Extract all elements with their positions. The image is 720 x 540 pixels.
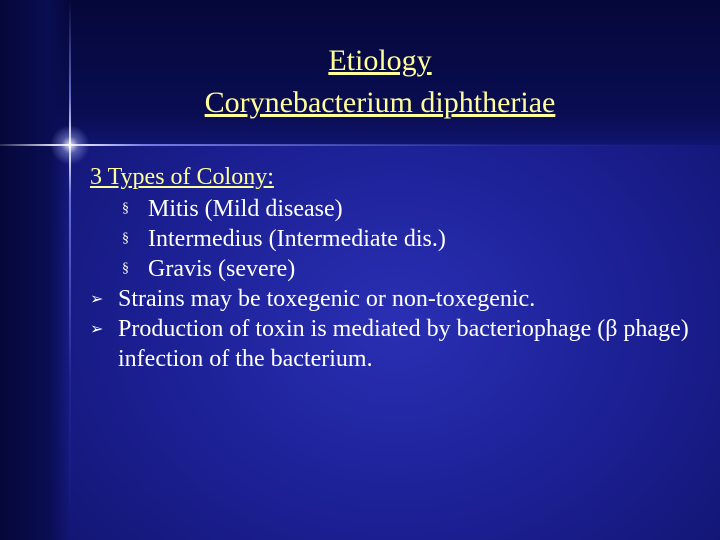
bullet-text: Production of toxin is mediated by bacteriophage (β phage) infection of the bacterium. xyxy=(118,316,689,372)
square-bullet-icon: § xyxy=(122,261,129,276)
bullet-text: Strains may be toxegenic or non-toxegenic. xyxy=(118,286,536,312)
horizontal-light-flare xyxy=(0,144,720,146)
vertical-light-flare xyxy=(69,0,71,540)
title-line-2: Corynebacterium diphtheriae xyxy=(204,86,556,119)
title-line-1: Etiology xyxy=(328,44,432,77)
slide-body xyxy=(90,162,700,374)
arrowhead-icon: ➢ xyxy=(90,319,104,338)
colony-type-label: Intermedius (Intermediate dis.) xyxy=(148,226,446,252)
colony-type-item xyxy=(90,224,700,254)
slide-title xyxy=(100,40,660,124)
colony-type-label: Mitis (Mild disease) xyxy=(148,196,343,222)
colony-type-item xyxy=(90,194,700,224)
arrowhead-icon: ➢ xyxy=(90,289,104,308)
square-bullet-icon: § xyxy=(122,231,129,246)
square-bullet-icon: § xyxy=(122,201,129,216)
colony-type-item xyxy=(90,254,700,284)
background-left-band xyxy=(0,0,70,540)
flare-glow-icon xyxy=(50,125,90,165)
bullet-point xyxy=(90,314,700,374)
colony-type-label: Gravis (severe) xyxy=(148,256,296,282)
colony-types-heading: 3 Types of Colony: xyxy=(90,164,274,190)
bullet-point xyxy=(90,284,700,314)
